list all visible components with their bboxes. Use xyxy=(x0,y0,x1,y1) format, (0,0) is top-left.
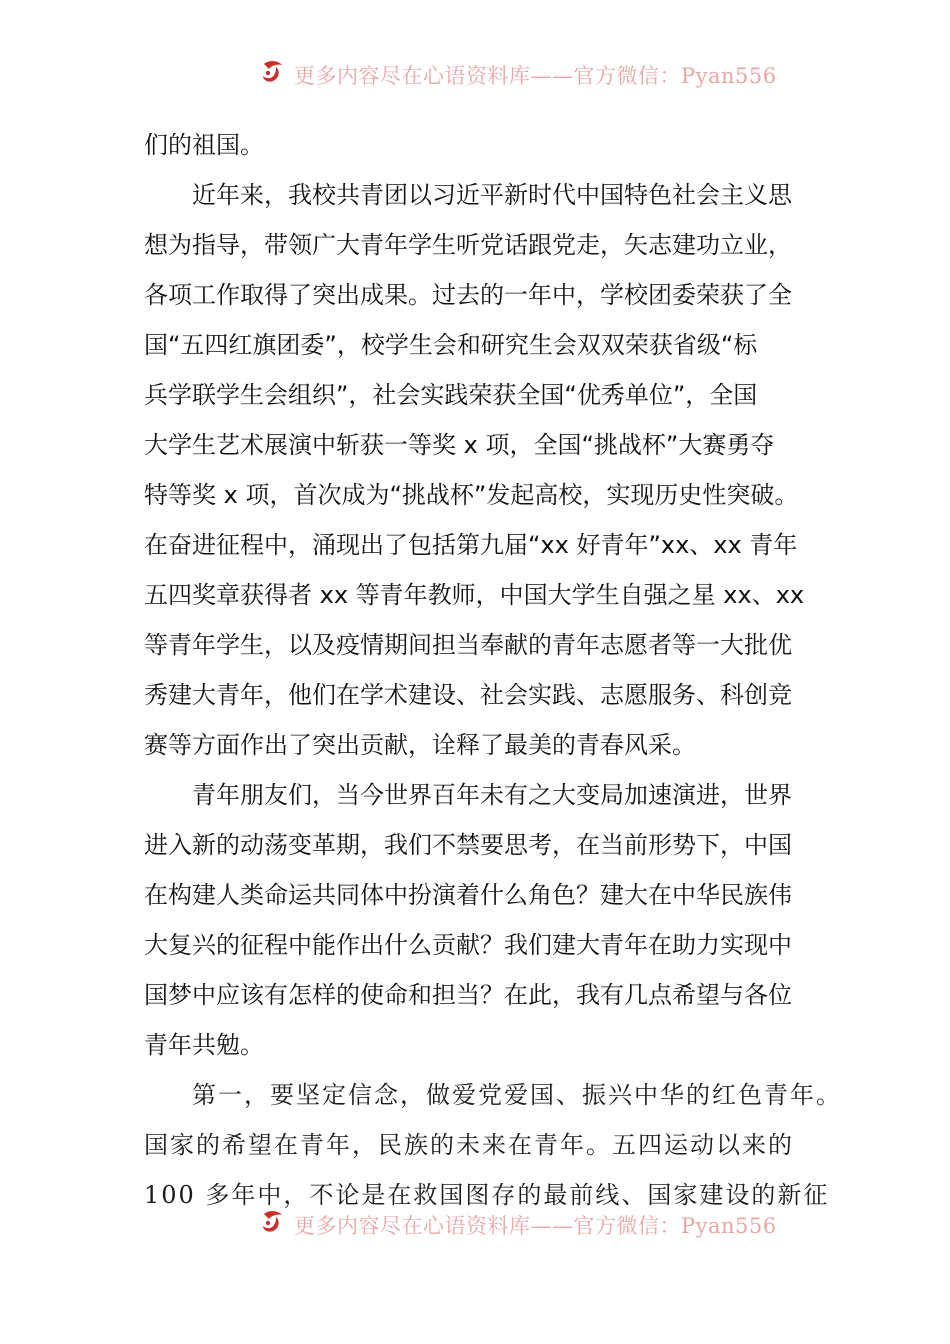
text-line: 在奋进征程中，涌现出了包括第九届“xx 好青年”xx、xx 青年 xyxy=(144,531,798,559)
text-line: 在构建人类命运共同体中扮演着什么角色？建大在中华民族伟 xyxy=(144,881,792,909)
text-line: 等青年学生，以及疫情期间担当奉献的青年志愿者等一大批优 xyxy=(144,631,792,659)
text-line: 五四奖章获得者 xx 等青年教师，中国大学生自强之星 xx、xx xyxy=(144,581,805,609)
footer-watermark xyxy=(0,1204,950,1238)
text-line: 特等奖 x 项，首次成为“挑战杯”发起高校，实现历史性突破。 xyxy=(144,481,799,509)
text-line: 各项工作取得了突出成果。过去的一年中，学校团委荣获了全 xyxy=(144,281,792,309)
text-line: 国家的希望在青年，民族的未来在青年。五四运动以来的 xyxy=(144,1131,794,1159)
watermark-text: 更多内容尽在心语资料库——官方微信：Pyan556 xyxy=(294,64,777,88)
text-line: 100 多年中，不论是在救国图存的最前线、国家建设的新征 xyxy=(144,1181,830,1209)
text-line: 大学生艺术展演中斩获一等奖 x 项，全国“挑战杯”大赛勇夺 xyxy=(144,431,775,459)
text-line: 第一，要坚定信念，做爱党爱国、振兴中华的红色青年。 xyxy=(192,1081,842,1109)
text-line: 想为指导，带领广大青年学生听党话跟党走，矢志建功立业， xyxy=(144,231,792,259)
text-line: 国“五四红旗团委”，校学生会和研究生会双双荣获省级“标 xyxy=(144,331,758,359)
text-line: 青年共勉。 xyxy=(144,1031,264,1059)
watermark-logo-icon xyxy=(258,1206,288,1236)
text-line: 兵学联学生会组织”，社会实践荣获全国“优秀单位”，全国 xyxy=(144,381,758,409)
text-line: 秀建大青年，他们在学术建设、社会实践、志愿服务、科创竞 xyxy=(144,681,792,709)
text-line: 近年来，我校共青团以习近平新时代中国特色社会主义思 xyxy=(192,181,792,209)
text-line: 们的祖国。 xyxy=(144,131,264,159)
text-line: 国梦中应该有怎样的使命和担当？在此，我有几点希望与各位 xyxy=(144,981,792,1009)
text-line: 赛等方面作出了突出贡献，诠释了最美的青春风采。 xyxy=(144,731,696,759)
text-line: 进入新的动荡变革期，我们不禁要思考，在当前形势下，中国 xyxy=(144,831,792,859)
watermark-text: 更多内容尽在心语资料库——官方微信：Pyan556 xyxy=(294,1214,777,1238)
header-watermark xyxy=(0,54,950,88)
text-line: 大复兴的征程中能作出什么贡献？我们建大青年在助力实现中 xyxy=(144,931,792,959)
watermark-logo-icon xyxy=(258,56,288,86)
text-line: 青年朋友们，当今世界百年未有之大变局加速演进，世界 xyxy=(192,781,792,809)
